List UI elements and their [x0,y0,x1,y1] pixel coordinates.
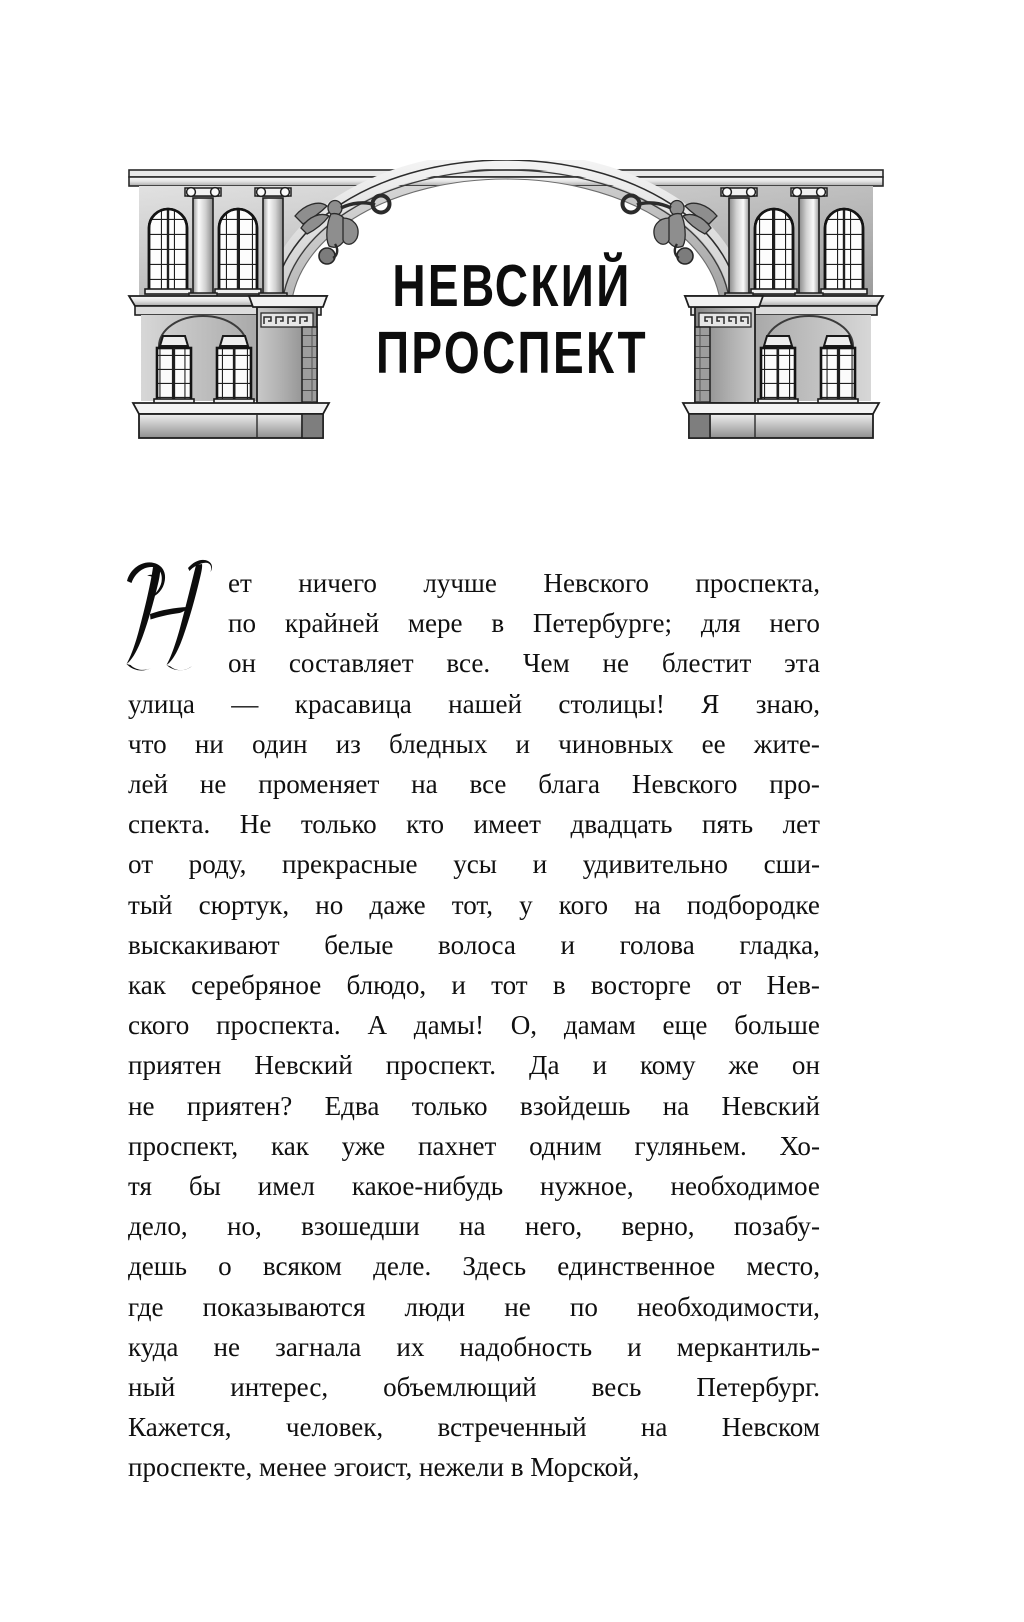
arch-drawing [129,160,883,438]
body-word: в [491,608,505,639]
body-line [128,603,820,643]
body-line [128,724,820,764]
body-word: Чем [522,648,570,679]
body-word: по [228,608,257,639]
chapter-title-line-2: ПРОСПЕКТ [375,319,649,386]
body-word: пять [701,809,754,840]
body-line [128,1407,820,1447]
body-word: кому [640,1050,696,1081]
body-line [128,1206,820,1246]
body-word: же [728,1050,759,1081]
ionic-capital [255,188,291,197]
body-word: мере [407,608,463,639]
body-word: но, [226,1211,262,1242]
body-word: меркантиль- [676,1331,820,1362]
body-word: Невского [543,568,649,598]
body-word: ничего [298,568,377,598]
body-word: красавица [294,688,412,719]
body-word: эта [784,648,820,679]
lower-window-left-2 [214,336,254,404]
body-word: проспект, [128,1130,239,1161]
body-word: — [231,688,259,719]
body-word: тот, [451,889,493,920]
body-word: двадцать [570,809,673,840]
body-word: Петербург. [696,1372,820,1403]
body-word: променяет [258,769,380,800]
body-word: показываются [202,1291,366,1322]
body-word: и [451,970,466,1001]
body-line [128,844,820,884]
body-word: проспекта, [695,568,820,598]
body-word: приятен [128,1050,222,1081]
body-word: прекрасные [282,849,418,880]
body-word: спекта. [128,809,211,840]
body-word: только [300,809,377,840]
body-word: тя [128,1171,152,1202]
body-word: из [335,728,361,759]
body-line [128,643,820,683]
body-word: тот [491,970,528,1001]
rusticated-pier-right [685,296,763,403]
body-word: белые [324,929,394,960]
body-word: один [251,728,308,759]
body-word: на [634,889,661,920]
body-word: ее [701,728,726,759]
lower-window-right-2 [758,336,798,404]
body-word: роду, [188,849,247,880]
body-word: крайней [284,608,380,639]
body-word: составляет [288,648,414,679]
body-word: и [560,929,576,960]
body-word: выскакивают [128,929,280,960]
body-line [128,1327,820,1367]
body-word: подбородке [686,889,820,920]
body-line [128,1086,820,1126]
body-word: удивительно [582,849,728,880]
body-word: Нев- [766,970,820,1001]
body-word: знаю, [755,688,820,719]
body-line: проспекте, менее эгоист, нежели в Морской, [128,1452,640,1483]
body-line [128,1005,820,1045]
body-word: как [270,1130,309,1161]
body-word: дамам [563,1010,636,1041]
body-word: Я [701,688,720,719]
body-word: ет [228,568,252,598]
body-line [128,1246,820,1286]
body-word: от [128,849,154,880]
body-word: не [213,1331,241,1362]
body-word: в [552,970,566,1001]
body-word: нужное, [540,1171,634,1202]
body-word: лучше [423,568,497,598]
body-word: улица [128,688,195,719]
body-word: тый [128,889,173,920]
plinth-base-left [133,403,329,438]
body-word: ный [128,1372,176,1403]
body-word: бледных [389,728,488,759]
body-line [128,1126,820,1166]
body-text [128,563,820,1488]
body-word: всяком [262,1251,342,1282]
body-line [128,1045,820,1085]
body-word: необходимости, [637,1291,820,1322]
body-word: у [519,889,533,920]
body-word: А [367,1010,388,1041]
body-word: он [228,648,257,679]
body-word: только [411,1090,488,1121]
body-word: бы [188,1171,221,1202]
body-word: позабу- [733,1211,820,1242]
body-word: кого [558,889,609,920]
body-word: имеет [473,809,542,840]
body-word: дамы! [413,1010,484,1041]
body-word: усы [453,849,497,880]
greek-key-frieze-left [261,313,313,327]
body-word: голова [619,929,695,960]
body-word: проспекта. [216,1010,341,1041]
body-line [128,1367,820,1407]
body-word: куда [128,1331,179,1362]
arched-window-upper-right-1 [821,209,867,294]
body-word: дешь [128,1251,188,1282]
body-line [128,1287,820,1327]
body-word: и [592,1050,608,1081]
body-word: сши- [763,849,820,880]
body-word: взойдешь [519,1090,631,1121]
body-word: жите- [753,728,820,759]
body-word: о [218,1251,232,1282]
arched-window-upper-left-1 [145,209,191,294]
body-word: место, [746,1251,820,1282]
arched-window-upper-right-2 [751,209,797,294]
body-word: даже [369,889,426,920]
body-word: Не [239,809,272,840]
body-word: интерес, [230,1372,329,1403]
body-word: Хо- [779,1130,820,1161]
body-line [128,764,820,804]
body-word: загнала [275,1331,362,1362]
body-word: Невском [721,1412,820,1443]
lower-window-right-1 [818,336,858,404]
body-word: гуляньем. [634,1130,747,1161]
body-word: не [199,769,227,800]
body-word: но [315,889,344,920]
body-word: про- [769,769,820,800]
body-word: Петербурге; [532,608,673,639]
body-line [128,563,820,603]
body-word: весь [591,1372,642,1403]
body-word: сюртук, [198,889,290,920]
body-word: все [469,769,507,800]
body-word: какое-нибудь [351,1171,504,1202]
body-word: лет [782,809,820,840]
body-word: О, [510,1010,538,1041]
body-word: имел [257,1171,315,1202]
body-word: и [532,849,548,880]
body-word: кто [406,809,445,840]
body-word: для [700,608,741,639]
body-word: столицы! [558,688,665,719]
body-word: и [627,1331,642,1362]
body-word: гладка, [739,929,820,960]
body-word: все. [446,648,491,679]
body-word: уже [341,1130,386,1161]
body-line [128,925,820,965]
body-word: серебряное [191,970,322,1001]
body-word: блага [538,769,601,800]
body-word: не [602,648,630,679]
body-word: единственное [557,1251,716,1282]
body-word: надобность [459,1331,593,1362]
body-word: и [515,728,531,759]
body-word: где [128,1291,164,1322]
body-line [128,965,820,1005]
body-word: на [459,1211,486,1242]
ionic-capital [185,188,221,197]
body-word: пахнет [417,1130,497,1161]
body-word: нашей [448,688,523,719]
chapter-title-line-1: НЕВСКИЙ [392,253,632,319]
triumphal-arch-illustration [123,160,889,445]
body-word: их [396,1331,425,1362]
body-word: еще [662,1010,708,1041]
greek-key-frieze-right [699,313,751,327]
body-word: необходимое [670,1171,820,1202]
body-word: взошедши [301,1211,420,1242]
plinth-base-right [683,403,879,438]
body-word: волоса [438,929,516,960]
body-word: по [569,1291,598,1322]
body-word: Невский [254,1050,353,1081]
body-word: блестит [661,648,752,679]
body-word: объемлющий [383,1372,537,1403]
body-word: восторге [590,970,692,1001]
body-word: одним [529,1130,602,1161]
body-word: верно, [621,1211,695,1242]
body-word: него, [524,1211,583,1242]
body-word: не [504,1291,531,1322]
body-line [128,684,820,724]
arched-window-upper-left-2 [215,209,261,294]
body-line [128,1166,820,1206]
body-word: больше [734,1010,820,1041]
body-word: него [769,608,820,639]
body-word: что [128,728,167,759]
body-word: проспект. [385,1050,496,1081]
body-line [128,804,820,844]
body-word: ского [128,1010,190,1041]
body-word: встреченный [437,1412,587,1443]
body-word: блюдо, [346,970,427,1001]
body-word: Да [529,1050,560,1081]
body-word: Невский [721,1090,820,1121]
body-word: люди [404,1291,466,1322]
body-word: человек, [285,1412,384,1443]
lower-window-left-1 [154,336,194,404]
rusticated-pier-left [249,296,327,403]
body-word: приятен? [186,1090,293,1121]
body-word: от [716,970,742,1001]
body-word: Невского [631,769,738,800]
body-word: как [128,970,166,1001]
body-word: деле. [373,1251,432,1282]
body-word: на [640,1412,668,1443]
body-word: не [128,1090,155,1121]
body-line [128,885,820,925]
body-word: ни [194,728,224,759]
body-word: Кажется, [128,1412,232,1443]
body-word: на [662,1090,690,1121]
body-word: чиновных [558,728,674,759]
body-word: он [791,1050,820,1081]
body-word: дело, [128,1211,188,1242]
body-word: на [411,769,438,800]
body-word: Здесь [462,1251,527,1282]
body-word: Едва [324,1090,380,1121]
body-word: лей [128,769,169,800]
